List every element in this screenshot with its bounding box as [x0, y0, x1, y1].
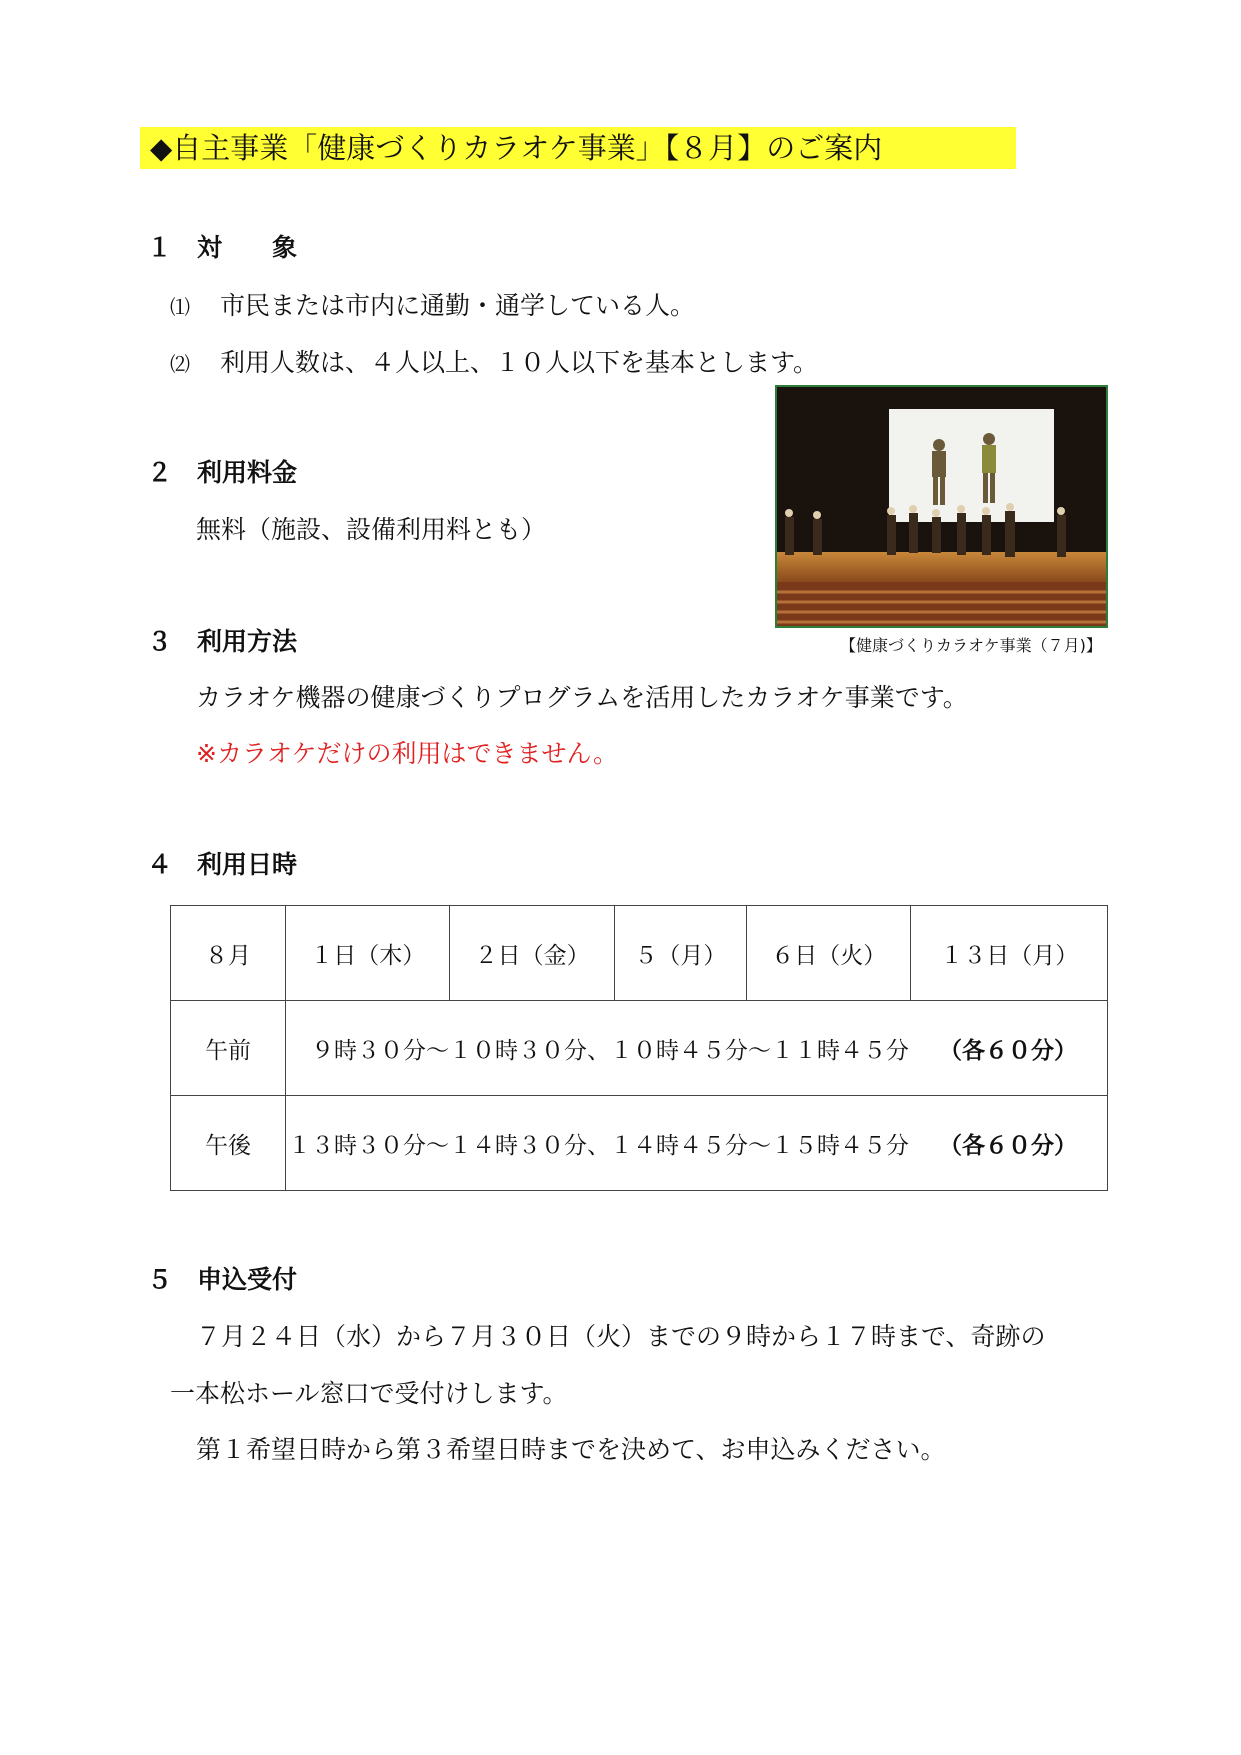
schedule-morning-row: [171, 1001, 1108, 1096]
photo-caption: 【健康づくりカラオケ事業（７月)】: [840, 636, 1102, 655]
date-cell: ２日（金）: [450, 906, 614, 1001]
schedule-afternoon-row: [171, 1096, 1108, 1191]
application-line-2: 一本松ホール窓口で受付けします。: [170, 1379, 568, 1408]
afternoon-duration: （各６０分）: [939, 1132, 1077, 1159]
section-5-number: ５: [147, 1265, 173, 1294]
section-3-title: 利用方法: [197, 627, 298, 656]
item-2-text: 利用人数は、４人以上、１０人以下を基本とします。: [220, 348, 819, 377]
date-cell: ６日（火）: [747, 906, 911, 1001]
afternoon-label: 午後: [171, 1096, 286, 1191]
section-2-title: 利用料金: [197, 458, 298, 487]
item-1-text: 市民または市内に通勤・通学している人。: [220, 291, 696, 320]
page-title: ◆自主事業「健康づくりカラオケ事業」【８月】のご案内: [140, 127, 1016, 169]
application-line-3: 第１希望日時から第３希望日時までを決めて、お申込みください。: [196, 1435, 946, 1464]
section-1-number: １: [147, 233, 173, 262]
usage-description: カラオケ機器の健康づくりプログラムを活用したカラオケ事業です。: [196, 683, 968, 712]
item-1-number: ⑴: [170, 295, 190, 319]
month-cell: ８月: [171, 906, 286, 1001]
stage-photo-illustration: [777, 387, 1106, 626]
date-cell: ５（月）: [614, 906, 746, 1001]
section-1-title: 対 象: [197, 233, 298, 262]
section-2-number: ２: [147, 458, 173, 487]
morning-times-cell: [286, 1001, 1108, 1096]
section-4-number: ４: [147, 850, 173, 879]
section-3-heading: [147, 622, 297, 658]
morning-times: ９時３０分～１０時３０分、１０時４５分～１１時４５分: [311, 1037, 909, 1064]
schedule-header-row: [171, 906, 1108, 1001]
section-1-item-1: [170, 286, 695, 322]
morning-label: 午前: [171, 1001, 286, 1096]
item-2-number: ⑵: [170, 352, 190, 376]
section-4-title: 利用日時: [197, 850, 298, 879]
section-2-heading: [147, 453, 297, 489]
karaoke-event-photo: [775, 385, 1108, 628]
morning-duration: （各６０分）: [939, 1037, 1077, 1064]
section-4-heading: [147, 845, 297, 881]
date-cell: １３日（月）: [911, 906, 1108, 1001]
fee-text: 無料（施設、設備利用料とも）: [196, 515, 547, 544]
section-5-heading: [147, 1260, 297, 1296]
application-line-1: ７月２４日（水）から７月３０日（火）までの９時から１７時まで、奇跡の: [196, 1322, 1046, 1351]
section-1-item-2: [170, 343, 818, 379]
schedule-table: [170, 905, 1108, 1191]
section-1-heading: [147, 228, 297, 264]
usage-warning: ※カラオケだけの利用はできません。: [196, 739, 618, 768]
afternoon-times: １３時３０分～１４時３０分、１４時４５分～１５時４５分: [288, 1132, 909, 1159]
date-cell: １日（木）: [286, 906, 450, 1001]
afternoon-times-cell: [286, 1096, 1108, 1191]
section-3-number: ３: [147, 627, 173, 656]
section-5-title: 申込受付: [197, 1265, 298, 1294]
